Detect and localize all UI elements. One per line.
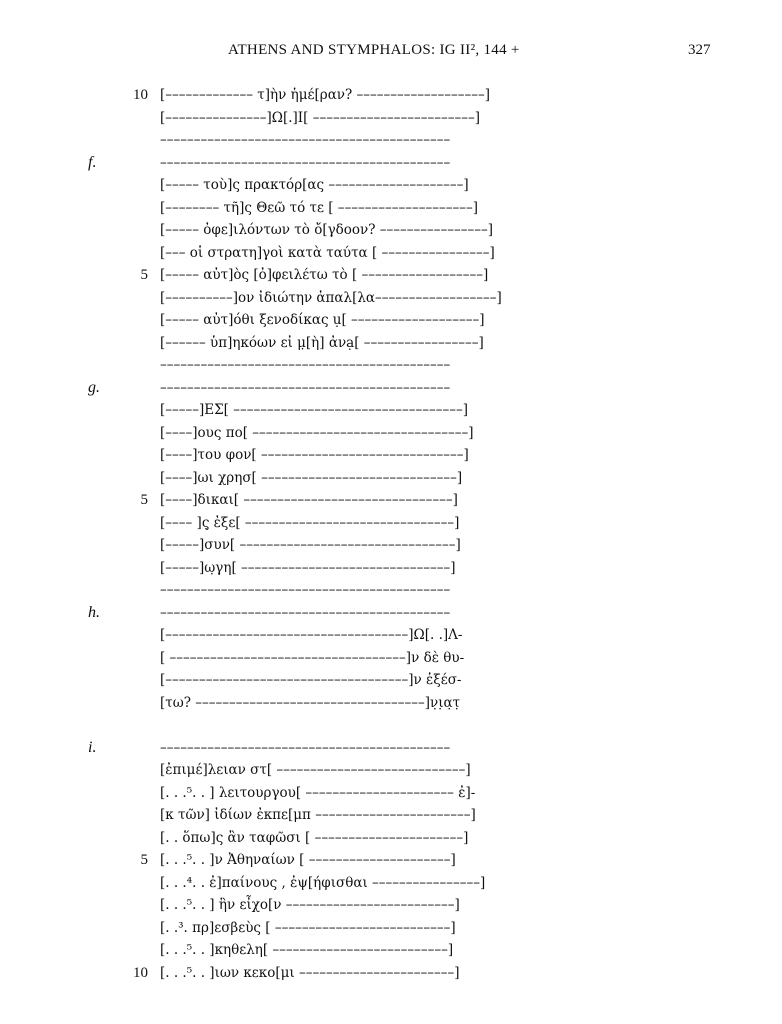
inscription-line	[0, 782, 782, 805]
inscription-line	[0, 849, 782, 872]
line-text: [–––– ]ς̣ ἐξε[ –––––––––––––––––––––––––––––––]	[160, 514, 460, 531]
inscription-line	[0, 872, 782, 895]
line-text: [––––––––––––––––––––––––––––––––––––]Ω[. .]Λ-	[160, 627, 463, 643]
fragment-label: h.	[88, 603, 100, 621]
line-text: [. . .⁵. . ] λειτουργου[ –––––––––––––––––––––– ἐ]-	[160, 784, 476, 801]
line-text: –––––––––––––––––––––––––––––––––––––––––––	[160, 379, 451, 396]
inscription-line	[0, 804, 782, 827]
line-text: [–––––––– τῆ]ς Θεῶ τό τε [ ––––––––––––––––––––]	[160, 199, 479, 216]
line-text: [–––––– ὑπ]ηκόων εἰ μ̣[ὴ] ἀνạ[ –––––––––––––––––]	[160, 334, 484, 351]
inscription-line	[0, 917, 782, 940]
page-number: 327	[688, 42, 711, 58]
inscription-line	[0, 377, 782, 400]
inscription-line	[0, 309, 782, 332]
line-text: [––––]δικαι[ –––––––––––––––––––––––––––––––]	[160, 492, 458, 508]
inscription-line	[0, 287, 782, 310]
line-text: –––––––––––––––––––––––––––––––––––––––––––	[160, 739, 451, 756]
line-text: [––––]ους πο[ ––––––––––––––––––––––––––––––––]	[160, 424, 474, 441]
line-text: [–––––]ΕΣ[ ––––––––––––––––––––––––––––––––––]	[160, 402, 469, 418]
line-text: [ –––––––––––––––––––––––––––––––––––]ν δὲ θυ-	[160, 649, 465, 666]
inscription-line	[0, 647, 782, 670]
line-text: [–––––]συν[ ––––––––––––––––––––––––––––––––]	[160, 537, 461, 553]
fragment-label: g.	[88, 378, 100, 396]
line-text: [τω? ––––––––––––––––––––––––––––––––––]ν̣ι̣α̣τ̣	[160, 694, 461, 711]
line-text: –––––––––––––––––––––––––––––––––––––––––––	[160, 357, 451, 373]
inscription-line	[0, 512, 782, 535]
line-text: [––––]ωι χρησ[ –––––––––––––––––––––––––––––]	[160, 469, 463, 486]
page-header	[0, 42, 782, 66]
line-text: [κ τῶν] ἰδίων ἐκπε[μπ –––––––––––––––––––––––]	[160, 807, 476, 823]
line-number: 5	[140, 852, 148, 868]
line-text: [––––]του φον[ ––––––––––––––––––––––––––––––]	[160, 447, 469, 463]
line-text: [––––– αὐτ]όθι ξενοδίκας ụ[ –––––––––––––––––––]	[160, 312, 485, 328]
inscription-line	[0, 669, 782, 692]
running-title: ATHENS AND STYMPHALOS: IG II², 144 +	[228, 42, 520, 58]
inscription-line	[0, 939, 782, 962]
inscription-line	[0, 894, 782, 917]
line-text: [ἐπιμέ]λειαν στ[ ––––––––––––––––––––––––––––]	[160, 762, 471, 778]
inscription-line	[0, 399, 782, 422]
inscription-line	[0, 107, 782, 130]
line-text: –––––––––––––––––––––––––––––––––––––––––––	[160, 154, 451, 171]
line-text: [––––– τοὺ]ς πρακτόρ[ας ––––––––––––––––––––]	[160, 177, 469, 193]
inscription-text	[0, 84, 782, 984]
line-text: –––––––––––––––––––––––––––––––––––––––––––	[160, 604, 451, 621]
line-text: –––––––––––––––––––––––––––––––––––––––––––	[160, 132, 451, 148]
fragment-label: f.	[88, 153, 97, 171]
inscription-line	[0, 444, 782, 467]
inscription-line	[0, 962, 782, 985]
inscription-line	[0, 84, 782, 107]
inscription-line	[0, 534, 782, 557]
line-text: [––––– αὐτ]ὸς [ὀ]φειλέτω τὸ [ ––––––––––––––––––]	[160, 267, 489, 283]
line-number: 5	[140, 492, 148, 508]
line-text: [. . .⁵. . ]κηθελη[ ––––––––––––––––––––––––––]	[160, 942, 454, 958]
inscription-line	[0, 714, 782, 737]
line-text: [––– οἱ στρατη]γοὶ κατὰ ταύτα [ ––––––––––––––––]	[160, 244, 495, 261]
inscription-line	[0, 737, 782, 760]
inscription-line	[0, 219, 782, 242]
inscription-line	[0, 467, 782, 490]
line-number: 10	[133, 87, 148, 103]
inscription-line	[0, 579, 782, 602]
line-text: [––––––––––––––––––––––––––––––––––––]ν ἐξέσ-	[160, 672, 462, 688]
inscription-line	[0, 602, 782, 625]
inscription-line	[0, 624, 782, 647]
line-text: [–––––––––––––––]Ω[.]Ι[ ––––––––––––––––––––––––]	[160, 109, 480, 126]
inscription-line	[0, 174, 782, 197]
inscription-line	[0, 557, 782, 580]
inscription-line	[0, 422, 782, 445]
line-text: [. . .⁵. . ]ν Ἀθηναίων [ –––––––––––––––––––––]	[160, 852, 456, 868]
line-text: [. .³. πρ]εσβεὺς [ ––––––––––––––––––––––––––]	[160, 919, 456, 936]
line-text: [––––– ὀφε]ιλόντων τὸ ὄ[γδοον? ––––––––––––––––]	[160, 222, 494, 238]
inscription-line	[0, 264, 782, 287]
line-text: [––––––––––––– τ]ὴν ἡμέ[ραν? –––––––––––––––––––]	[160, 87, 491, 103]
line-text: [. . .⁵. . ] ἣν εἶχο[ν –––––––––––––––––––––––––]	[160, 897, 460, 913]
inscription-line	[0, 129, 782, 152]
inscription-line	[0, 152, 782, 175]
inscription-line	[0, 759, 782, 782]
inscription-line	[0, 489, 782, 512]
line-text: [––––––––––]ον ἰδιώτην ἀπαλ[λα––––––––––––––––––]	[160, 289, 502, 306]
line-number: 10	[133, 964, 148, 981]
line-text: [. . .⁴. . ἐ]παίνους , ἐψ[ήφισθαι ––––––––––––––––]	[160, 874, 486, 891]
line-number: 5	[140, 267, 148, 283]
inscription-line	[0, 197, 782, 220]
inscription-line	[0, 242, 782, 265]
inscription-line	[0, 354, 782, 377]
inscription-line	[0, 827, 782, 850]
fragment-label: i.	[88, 738, 97, 756]
inscription-line	[0, 332, 782, 355]
line-text: [. . ὅπω]ς ἂν ταφῶσι [ ––––––––––––––––––––––]	[160, 829, 469, 846]
line-text: [–––––]ω̣γη[ –––––––––––––––––––––––––––––––]	[160, 559, 456, 576]
line-text: –––––––––––––––––––––––––––––––––––––––––––	[160, 582, 451, 598]
line-text: [. . .⁵. . ]ιων κεκο[μι –––––––––––––––––––––––]	[160, 964, 460, 981]
inscription-line	[0, 692, 782, 715]
